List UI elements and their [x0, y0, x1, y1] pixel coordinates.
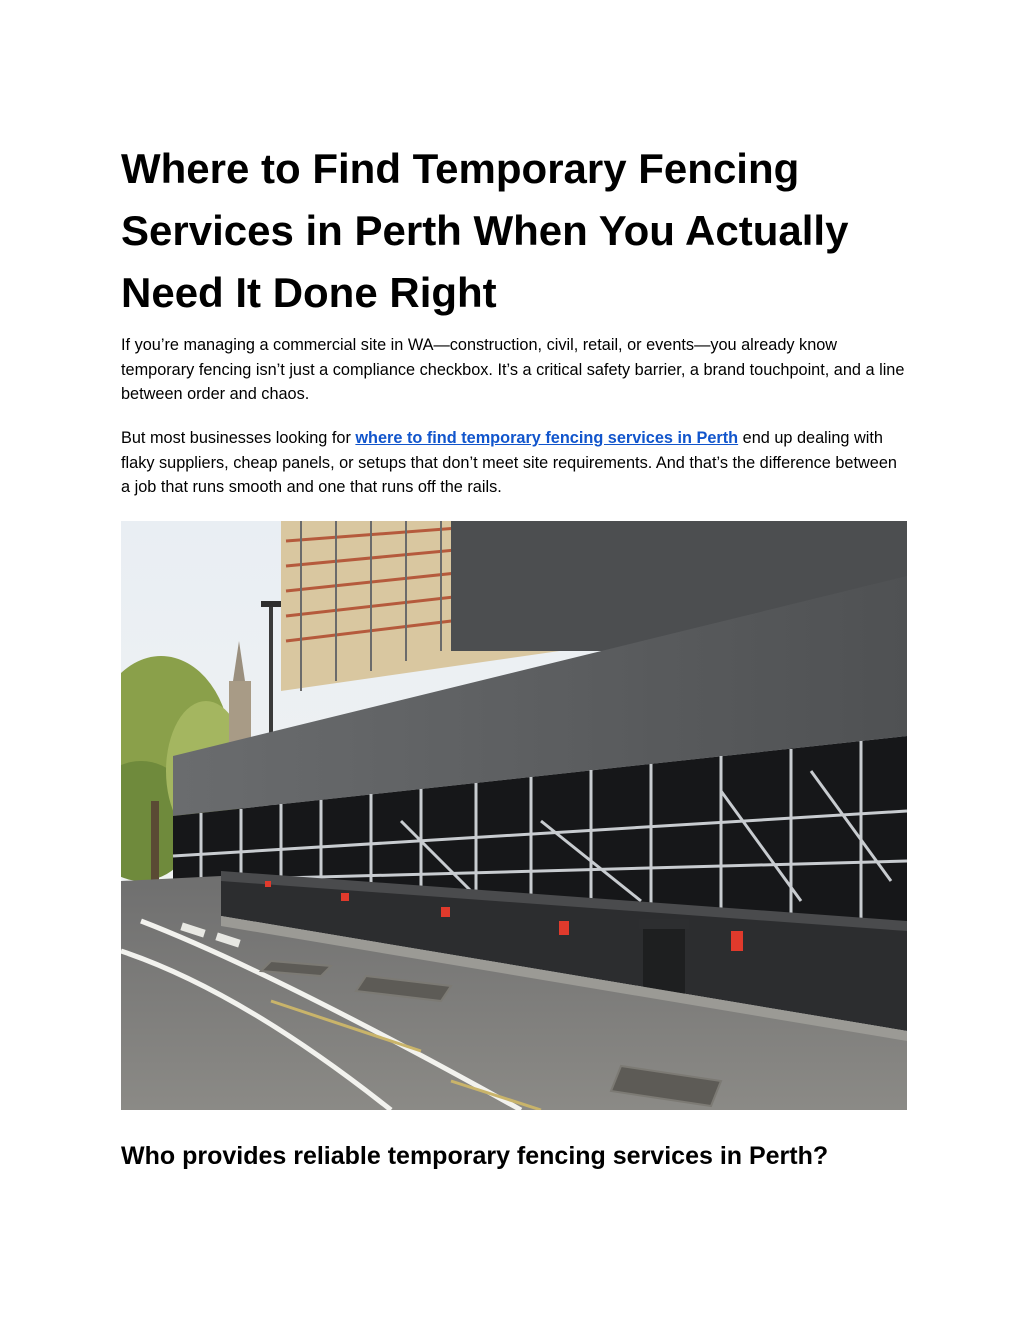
- second-paragraph: [121, 426, 907, 500]
- section-heading: Who provides reliable temporary fencing services in Perth?: [121, 1142, 829, 1170]
- article-title: Where to Find Temporary Fencing Services in Perth When You Actually Need It Done Right: [121, 145, 849, 316]
- intro-paragraph: If you’re managing a commercial site in WA—construction, civil, retail, or events—you already know temporary fencing isn’t just a compliance checkbox. It’s a critical safety barrier, a brand touchpoint, and a line between order and chaos.: [121, 336, 905, 403]
- perth-fencing-link[interactable]: where to find temporary fencing services in Perth: [355, 429, 739, 447]
- para2-text-before: But most businesses looking for: [121, 429, 356, 447]
- para2-text-after: end up dealing with flaky suppliers, cheap panels, or setups that don’t meet site requirements. And that’s the difference between a job that runs smooth and one that runs off the rails.: [121, 429, 897, 496]
- hoarding-photo: [121, 521, 907, 1110]
